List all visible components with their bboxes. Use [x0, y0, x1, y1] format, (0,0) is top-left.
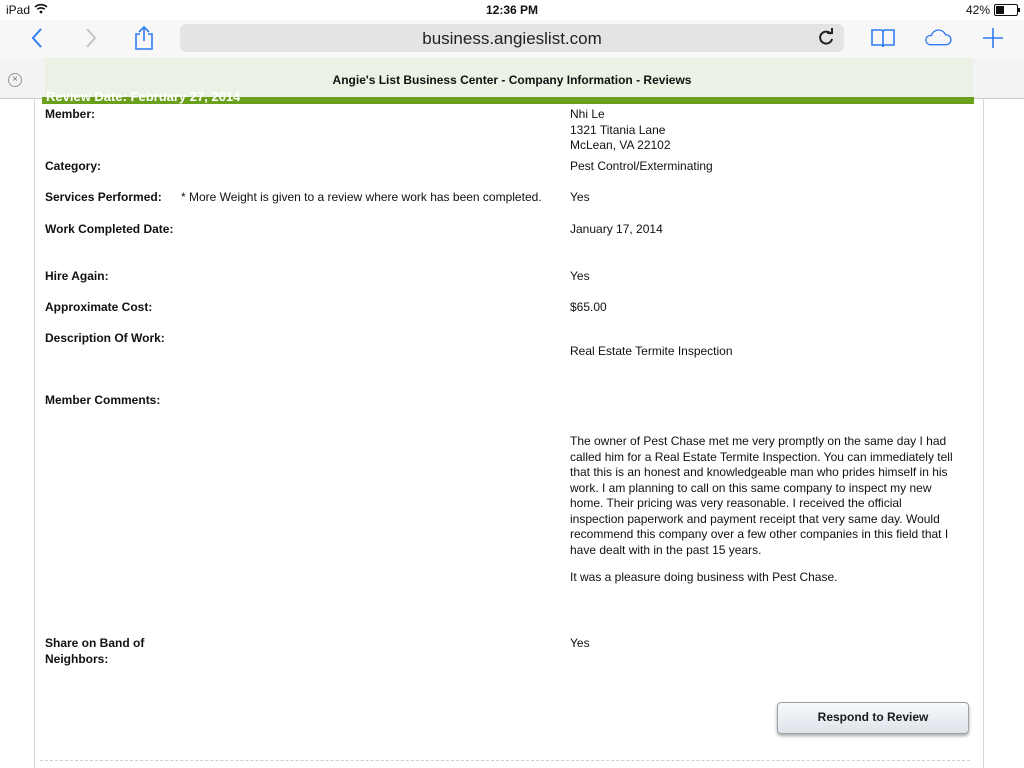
share-label: Share on Band of Neighbors: — [45, 636, 145, 666]
cost-label: Approximate Cost: — [45, 300, 153, 314]
hire-again-label: Hire Again: — [45, 269, 109, 283]
battery-icon — [994, 4, 1018, 16]
hire-again-value: Yes — [570, 269, 590, 283]
chevron-left-icon — [30, 27, 44, 49]
clock: 12:36 PM — [485, 3, 539, 17]
work-completed-value: January 17, 2014 — [570, 222, 663, 236]
member-address-line2: McLean, VA 22102 — [570, 138, 671, 152]
review-date-header: Review Date: February 27, 2014 — [46, 89, 241, 104]
services-note: * More Weight is given to a review where work has been completed. — [181, 190, 542, 204]
browser-toolbar — [0, 20, 1024, 58]
battery-fill — [996, 6, 1004, 14]
battery-indicator — [966, 3, 1018, 17]
url-text: business.angieslist.com — [422, 29, 602, 48]
description-label: Description Of Work: — [45, 331, 165, 345]
work-completed-label: Work Completed Date: — [45, 222, 174, 236]
divider — [40, 760, 970, 761]
forward-button[interactable] — [76, 23, 106, 53]
share-button[interactable] — [129, 23, 159, 53]
share-value: Yes — [570, 636, 590, 650]
comments-paragraph-1: The owner of Pest Chase met me very promptly on the same day I had called him for a Real Estate Termite Inspection. You can immediately tell that this is an honest and knowledgeable man who prides himself in his work. I am planning to call on this same company to inspect my new home. Their pricing was very reasonable. I received the official inspection paperwork and payment receipt that very same day. Would recommend this company over a few other companies in this field that I have dealt with in the past 15 years. — [570, 434, 953, 557]
status-bar — [0, 0, 1024, 20]
book-icon — [870, 27, 896, 49]
address-bar[interactable] — [180, 24, 844, 52]
new-tab-button[interactable] — [978, 23, 1008, 53]
comments-paragraph-2: It was a pleasure doing business with Pest Chase. — [570, 570, 838, 584]
tab-title[interactable]: Angie's List Business Center - Company Information - Reviews — [332, 73, 692, 87]
member-info — [570, 107, 960, 154]
services-value: Yes — [570, 190, 590, 204]
cost-value: $65.00 — [570, 300, 607, 314]
reload-icon[interactable] — [816, 28, 836, 48]
category-label: Category: — [45, 159, 102, 173]
chevron-right-icon — [84, 27, 98, 49]
member-label: Member: — [45, 107, 96, 121]
battery-percent: 42% — [965, 3, 990, 17]
description-value: Real Estate Termite Inspection — [570, 344, 733, 358]
services-label: Services Performed: — [45, 190, 162, 204]
cloud-icon — [923, 27, 953, 49]
device-name: iPad — [6, 3, 31, 17]
close-tab-icon[interactable]: × — [8, 73, 22, 87]
respond-to-review-button[interactable]: Respond to Review — [777, 702, 969, 734]
member-address-line1: 1321 Titania Lane — [570, 122, 666, 137]
icloud-tabs-button[interactable] — [923, 23, 953, 53]
plus-icon — [982, 27, 1004, 49]
share-icon — [133, 25, 155, 51]
member-comments — [570, 434, 956, 586]
bookmarks-button[interactable] — [868, 23, 898, 53]
back-button[interactable] — [22, 23, 52, 53]
category-value: Pest Control/Exterminating — [570, 159, 713, 173]
comments-label: Member Comments: — [45, 393, 161, 407]
member-name: Nhi Le — [570, 107, 605, 121]
